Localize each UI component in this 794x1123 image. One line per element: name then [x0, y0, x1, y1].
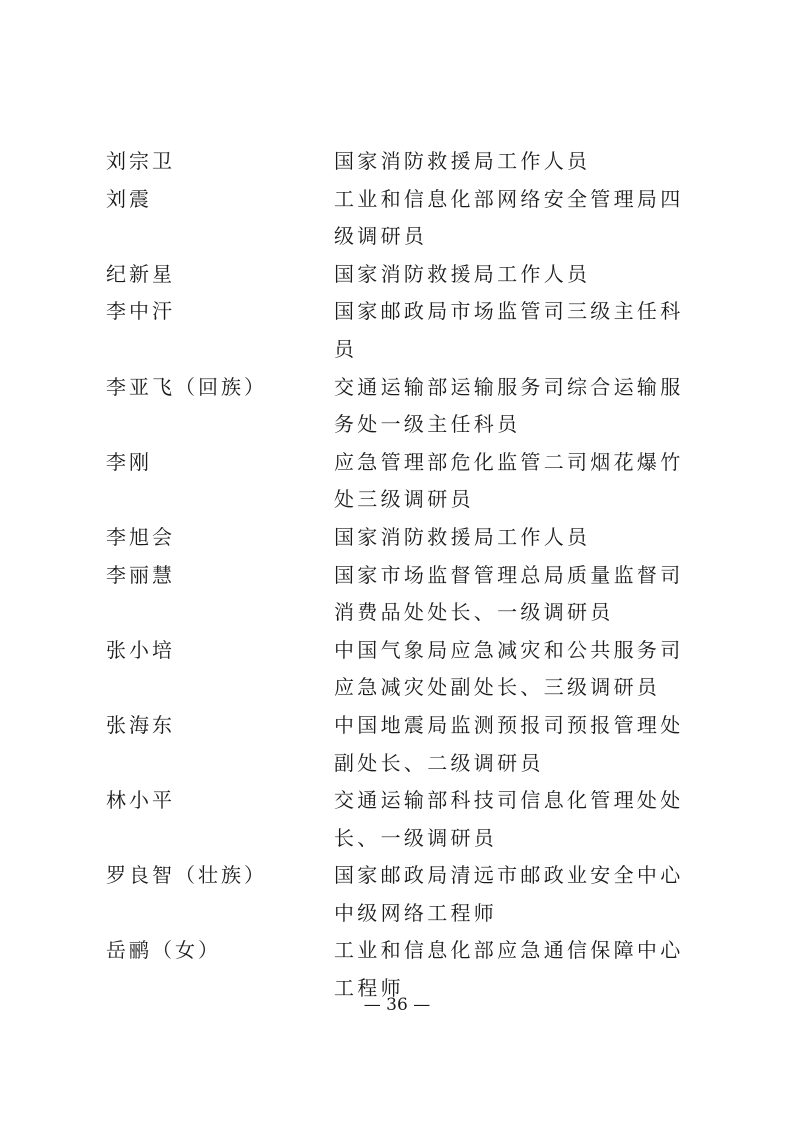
person-position: 交通运输部科技司信息化管理处处长、一级调研员 [334, 788, 684, 850]
person-position: 国家消防救援局工作人员 [334, 149, 591, 173]
person-name: 李亚飞（回族） [106, 374, 267, 399]
person-position: 工业和信息化部应急通信保障中心工程师 [334, 938, 684, 1001]
person-name: 刘宗卫 [106, 149, 175, 173]
list-item [106, 181, 706, 256]
person-position: 国家消防救援局工作人员 [334, 261, 591, 286]
person-name: 刘震 [106, 186, 152, 211]
person-position: 中国地震局监测预报司预报管理处副处长、二级调研员 [334, 712, 684, 775]
list-item [106, 557, 706, 632]
person-position: 国家邮政局清远市邮政业安全中心中级网络工程师 [334, 863, 684, 925]
person-name: 李中汗 [106, 299, 175, 324]
person-position: 应急管理部危化监管二司烟花爆竹处三级调研员 [334, 449, 684, 512]
list-item [106, 293, 706, 368]
list-item [106, 782, 706, 857]
person-name: 李丽慧 [106, 562, 175, 587]
person-name: 林小平 [106, 788, 175, 813]
list-item [106, 143, 706, 181]
person-position: 国家消防救援局工作人员 [334, 524, 591, 549]
person-name: 岳鹂（女） [106, 938, 221, 963]
page-number: — 36 — [363, 995, 431, 1015]
list-item [106, 632, 706, 707]
person-position: 中国气象局应急减灾和公共服务司应急减灾处副处长、三级调研员 [334, 637, 684, 700]
list-item [106, 369, 706, 444]
list-item [106, 707, 706, 782]
person-name: 纪新星 [106, 261, 175, 286]
list-item [106, 256, 706, 294]
person-position: 工业和信息化部网络安全管理局四级调研员 [334, 186, 684, 249]
person-position: 国家邮政局市场监管司三级主任科员 [334, 299, 684, 361]
personnel-list [106, 143, 706, 1008]
list-item [106, 444, 706, 519]
person-position: 交通运输部运输服务司综合运输服务处一级主任科员 [334, 374, 684, 437]
person-name: 张海东 [106, 712, 175, 737]
list-item [106, 519, 706, 557]
person-name: 罗良智（壮族） [106, 863, 267, 888]
list-item [106, 857, 706, 932]
person-position: 国家市场监督管理总局质量监督司消费品处处长、一级调研员 [334, 562, 684, 625]
person-name: 李旭会 [106, 524, 175, 549]
person-name: 李刚 [106, 449, 152, 474]
person-name: 张小培 [106, 637, 175, 662]
